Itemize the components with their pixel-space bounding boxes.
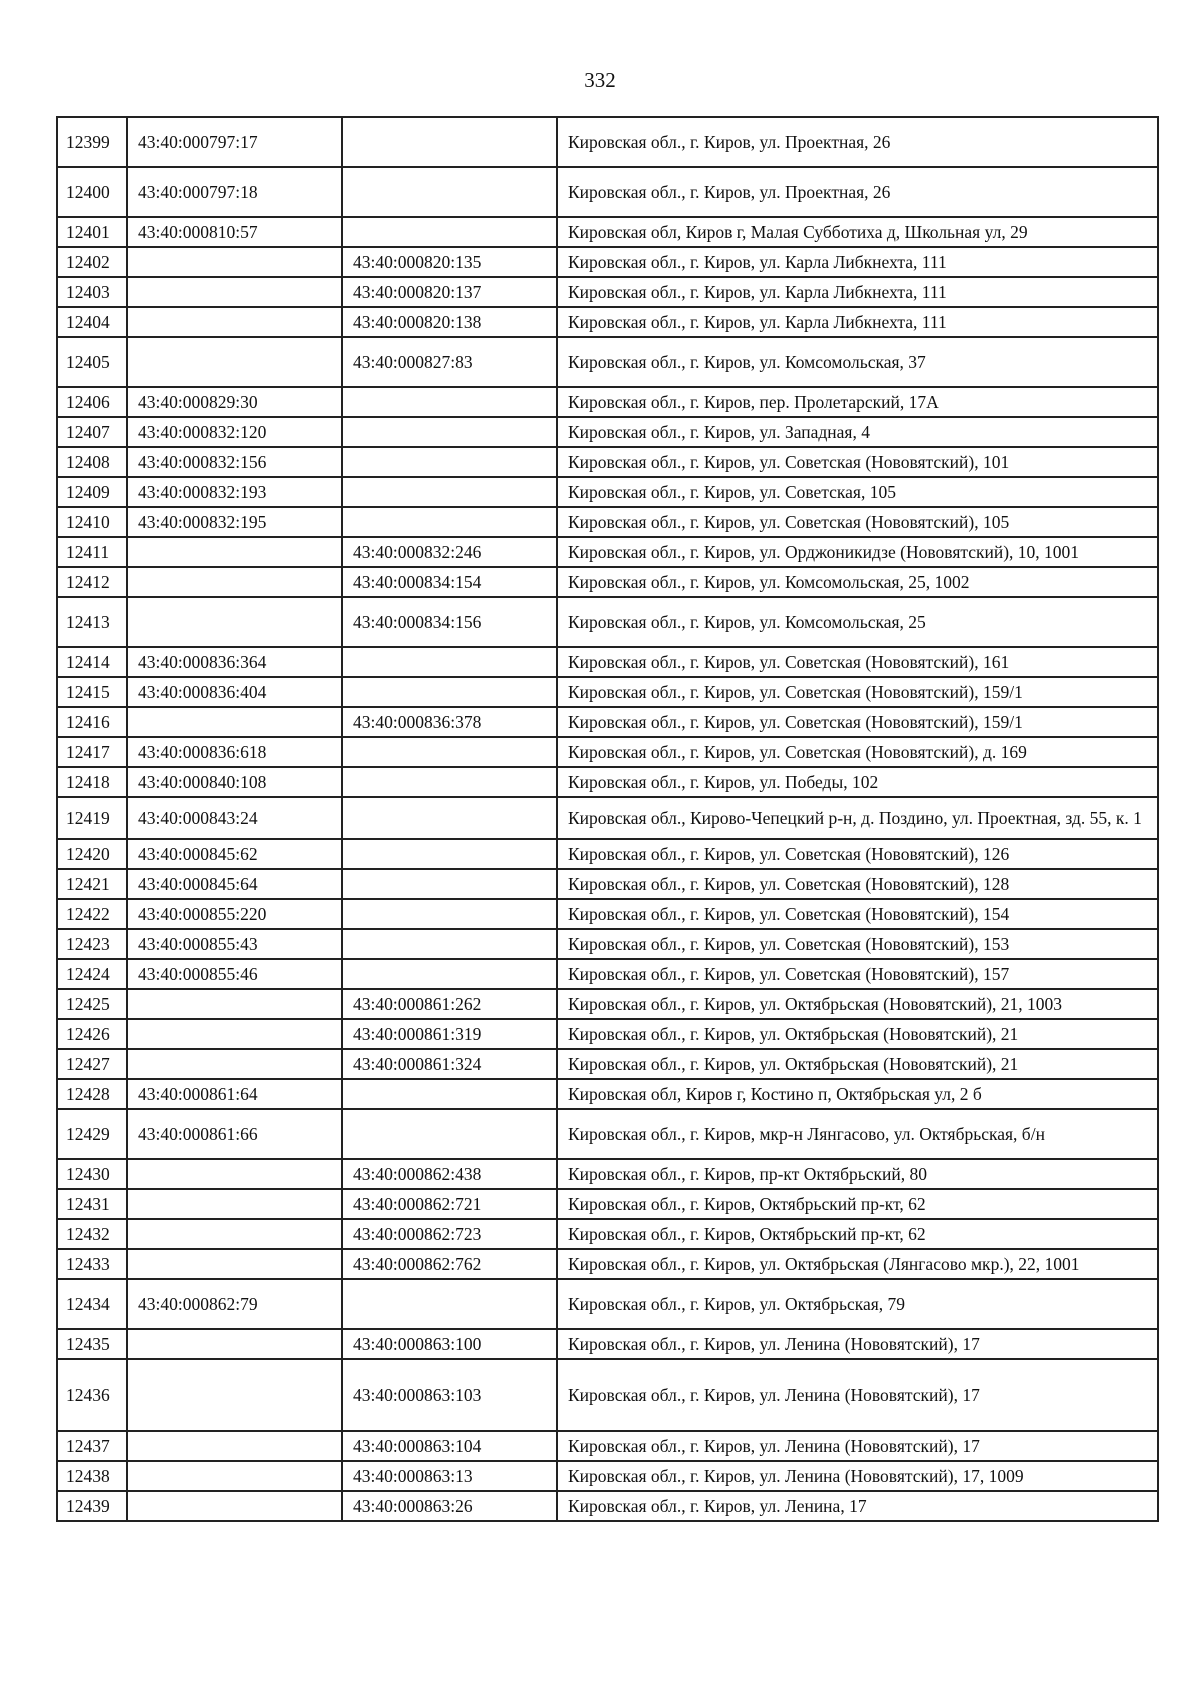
row-number-cell: 12434 xyxy=(57,1279,127,1329)
table-row xyxy=(57,477,1158,507)
table-row xyxy=(57,117,1158,167)
cadastral-number-cell xyxy=(127,247,342,277)
table-row xyxy=(57,247,1158,277)
building-cadastral-number-cell: 43:40:000863:26 xyxy=(342,1491,557,1521)
row-number-cell: 12418 xyxy=(57,767,127,797)
cadastral-number-cell: 43:40:000855:46 xyxy=(127,959,342,989)
address-cell: Кировская обл., г. Киров, пер. Пролетарский, 17А xyxy=(557,387,1158,417)
table-row xyxy=(57,989,1158,1019)
cadastral-number-cell: 43:40:000797:18 xyxy=(127,167,342,217)
row-number-cell: 12429 xyxy=(57,1109,127,1159)
address-cell: Кировская обл., г. Киров, Октябрьский пр-кт, 62 xyxy=(557,1219,1158,1249)
address-cell: Кировская обл., г. Киров, ул. Ленина (Нововятский), 17 xyxy=(557,1431,1158,1461)
building-cadastral-number-cell xyxy=(342,869,557,899)
address-cell: Кировская обл., г. Киров, ул. Карла Либкнехта, 111 xyxy=(557,277,1158,307)
row-number-cell: 12420 xyxy=(57,839,127,869)
building-cadastral-number-cell: 43:40:000861:324 xyxy=(342,1049,557,1079)
table-row xyxy=(57,387,1158,417)
address-cell: Кировская обл., г. Киров, Октябрьский пр-кт, 62 xyxy=(557,1189,1158,1219)
cadastral-number-cell xyxy=(127,337,342,387)
cadastral-number-cell: 43:40:000836:404 xyxy=(127,677,342,707)
building-cadastral-number-cell: 43:40:000834:154 xyxy=(342,567,557,597)
cadastral-number-cell xyxy=(127,1159,342,1189)
table-row xyxy=(57,1431,1158,1461)
cadastral-number-cell: 43:40:000845:64 xyxy=(127,869,342,899)
row-number-cell: 12401 xyxy=(57,217,127,247)
address-cell: Кировская обл., г. Киров, ул. Проектная, 26 xyxy=(557,167,1158,217)
cadastral-number-cell: 43:40:000832:193 xyxy=(127,477,342,507)
cadastral-number-cell: 43:40:000843:24 xyxy=(127,797,342,839)
table-row xyxy=(57,677,1158,707)
address-cell: Кировская обл., г. Киров, ул. Карла Либкнехта, 111 xyxy=(557,247,1158,277)
address-cell: Кировская обл., г. Киров, пр-кт Октябрьский, 80 xyxy=(557,1159,1158,1189)
address-cell: Кировская обл., г. Киров, ул. Орджоникидзе (Нововятский), 10, 1001 xyxy=(557,537,1158,567)
cadastral-number-cell: 43:40:000836:618 xyxy=(127,737,342,767)
address-cell: Кировская обл., г. Киров, ул. Западная, 4 xyxy=(557,417,1158,447)
address-cell: Кировская обл., г. Киров, мкр-н Лянгасово, ул. Октябрьская, б/н xyxy=(557,1109,1158,1159)
table-row xyxy=(57,1461,1158,1491)
building-cadastral-number-cell: 43:40:000832:246 xyxy=(342,537,557,567)
building-cadastral-number-cell xyxy=(342,117,557,167)
building-cadastral-number-cell: 43:40:000834:156 xyxy=(342,597,557,647)
building-cadastral-number-cell xyxy=(342,1109,557,1159)
building-cadastral-number-cell: 43:40:000820:135 xyxy=(342,247,557,277)
address-cell: Кировская обл, Киров г, Костино п, Октябрьская ул, 2 б xyxy=(557,1079,1158,1109)
row-number-cell: 12409 xyxy=(57,477,127,507)
address-cell: Кировская обл., г. Киров, ул. Октябрьская, 79 xyxy=(557,1279,1158,1329)
address-cell: Кировская обл., г. Киров, ул. Советская (Нововятский), 105 xyxy=(557,507,1158,537)
cadastral-number-cell xyxy=(127,567,342,597)
building-cadastral-number-cell: 43:40:000827:83 xyxy=(342,337,557,387)
building-cadastral-number-cell: 43:40:000862:438 xyxy=(342,1159,557,1189)
address-cell: Кировская обл., г. Киров, ул. Проектная, 26 xyxy=(557,117,1158,167)
table-row xyxy=(57,537,1158,567)
building-cadastral-number-cell: 43:40:000820:137 xyxy=(342,277,557,307)
table-row xyxy=(57,1329,1158,1359)
cadastral-number-cell xyxy=(127,537,342,567)
building-cadastral-number-cell xyxy=(342,1079,557,1109)
cadastral-number-cell xyxy=(127,307,342,337)
row-number-cell: 12431 xyxy=(57,1189,127,1219)
building-cadastral-number-cell xyxy=(342,839,557,869)
cadastral-number-cell: 43:40:000836:364 xyxy=(127,647,342,677)
table-row xyxy=(57,1159,1158,1189)
row-number-cell: 12436 xyxy=(57,1359,127,1431)
cadastral-number-cell: 43:40:000855:220 xyxy=(127,899,342,929)
table-row xyxy=(57,1079,1158,1109)
cadastral-number-cell: 43:40:000832:156 xyxy=(127,447,342,477)
building-cadastral-number-cell: 43:40:000863:104 xyxy=(342,1431,557,1461)
address-cell: Кировская обл., г. Киров, ул. Советская (Нововятский), 101 xyxy=(557,447,1158,477)
cadastral-number-cell xyxy=(127,277,342,307)
table-row xyxy=(57,507,1158,537)
cadastral-number-cell xyxy=(127,1249,342,1279)
building-cadastral-number-cell: 43:40:000862:721 xyxy=(342,1189,557,1219)
table-row xyxy=(57,737,1158,767)
address-cell: Кировская обл., г. Киров, ул. Комсомольская, 25, 1002 xyxy=(557,567,1158,597)
table-row xyxy=(57,899,1158,929)
building-cadastral-number-cell: 43:40:000862:762 xyxy=(342,1249,557,1279)
building-cadastral-number-cell: 43:40:000863:100 xyxy=(342,1329,557,1359)
row-number-cell: 12406 xyxy=(57,387,127,417)
table-row xyxy=(57,647,1158,677)
cadastral-number-cell: 43:40:000862:79 xyxy=(127,1279,342,1329)
row-number-cell: 12437 xyxy=(57,1431,127,1461)
table-row xyxy=(57,707,1158,737)
cadastral-number-cell xyxy=(127,989,342,1019)
address-cell: Кировская обл., г. Киров, ул. Ленина (Нововятский), 17 xyxy=(557,1359,1158,1431)
building-cadastral-number-cell xyxy=(342,447,557,477)
registry-table xyxy=(56,116,1159,1522)
address-cell: Кировская обл., г. Киров, ул. Карла Либкнехта, 111 xyxy=(557,307,1158,337)
building-cadastral-number-cell xyxy=(342,417,557,447)
building-cadastral-number-cell: 43:40:000863:103 xyxy=(342,1359,557,1431)
table-row xyxy=(57,1049,1158,1079)
building-cadastral-number-cell: 43:40:000861:319 xyxy=(342,1019,557,1049)
row-number-cell: 12425 xyxy=(57,989,127,1019)
address-cell: Кировская обл., г. Киров, ул. Октябрьская (Нововятский), 21, 1003 xyxy=(557,989,1158,1019)
building-cadastral-number-cell xyxy=(342,387,557,417)
cadastral-number-cell xyxy=(127,1329,342,1359)
table-row xyxy=(57,1019,1158,1049)
table-row xyxy=(57,447,1158,477)
table-row xyxy=(57,1491,1158,1521)
address-cell: Кировская обл., г. Киров, ул. Советская (Нововятский), 154 xyxy=(557,899,1158,929)
cadastral-number-cell: 43:40:000855:43 xyxy=(127,929,342,959)
table-row xyxy=(57,1109,1158,1159)
row-number-cell: 12404 xyxy=(57,307,127,337)
address-cell: Кировская обл., г. Киров, ул. Советская (Нововятский), 159/1 xyxy=(557,707,1158,737)
row-number-cell: 12399 xyxy=(57,117,127,167)
building-cadastral-number-cell xyxy=(342,1279,557,1329)
cadastral-number-cell xyxy=(127,1049,342,1079)
table-row xyxy=(57,277,1158,307)
row-number-cell: 12439 xyxy=(57,1491,127,1521)
row-number-cell: 12414 xyxy=(57,647,127,677)
cadastral-number-cell xyxy=(127,1431,342,1461)
row-number-cell: 12430 xyxy=(57,1159,127,1189)
row-number-cell: 12412 xyxy=(57,567,127,597)
table-row xyxy=(57,959,1158,989)
cadastral-number-cell: 43:40:000861:66 xyxy=(127,1109,342,1159)
cadastral-number-cell: 43:40:000840:108 xyxy=(127,767,342,797)
row-number-cell: 12435 xyxy=(57,1329,127,1359)
row-number-cell: 12438 xyxy=(57,1461,127,1491)
building-cadastral-number-cell xyxy=(342,737,557,767)
table-row xyxy=(57,417,1158,447)
table-row xyxy=(57,1189,1158,1219)
row-number-cell: 12417 xyxy=(57,737,127,767)
building-cadastral-number-cell xyxy=(342,767,557,797)
row-number-cell: 12433 xyxy=(57,1249,127,1279)
table-row xyxy=(57,167,1158,217)
address-cell: Кировская обл., г. Киров, ул. Советская (Нововятский), 126 xyxy=(557,839,1158,869)
cadastral-number-cell: 43:40:000829:30 xyxy=(127,387,342,417)
building-cadastral-number-cell: 43:40:000861:262 xyxy=(342,989,557,1019)
address-cell: Кировская обл., г. Киров, ул. Ленина (Нововятский), 17, 1009 xyxy=(557,1461,1158,1491)
row-number-cell: 12428 xyxy=(57,1079,127,1109)
address-cell: Кировская обл., г. Киров, ул. Октябрьская (Нововятский), 21 xyxy=(557,1049,1158,1079)
row-number-cell: 12405 xyxy=(57,337,127,387)
building-cadastral-number-cell xyxy=(342,929,557,959)
address-cell: Кировская обл., г. Киров, ул. Комсомольская, 37 xyxy=(557,337,1158,387)
address-cell: Кировская обл., г. Киров, ул. Советская (Нововятский), 153 xyxy=(557,929,1158,959)
cadastral-number-cell xyxy=(127,1359,342,1431)
table-row xyxy=(57,567,1158,597)
table-row xyxy=(57,597,1158,647)
building-cadastral-number-cell: 43:40:000820:138 xyxy=(342,307,557,337)
cadastral-number-cell xyxy=(127,1189,342,1219)
row-number-cell: 12432 xyxy=(57,1219,127,1249)
cadastral-number-cell: 43:40:000845:62 xyxy=(127,839,342,869)
table-row xyxy=(57,1279,1158,1329)
table-row xyxy=(57,869,1158,899)
row-number-cell: 12419 xyxy=(57,797,127,839)
address-cell: Кировская обл., Кирово-Чепецкий р-н, д. Поздино, ул. Проектная, зд. 55, к. 1 xyxy=(557,797,1158,839)
cadastral-number-cell xyxy=(127,1491,342,1521)
row-number-cell: 12403 xyxy=(57,277,127,307)
table-row xyxy=(57,337,1158,387)
table-row xyxy=(57,307,1158,337)
row-number-cell: 12423 xyxy=(57,929,127,959)
row-number-cell: 12407 xyxy=(57,417,127,447)
cadastral-number-cell xyxy=(127,1019,342,1049)
row-number-cell: 12411 xyxy=(57,537,127,567)
cadastral-number-cell xyxy=(127,1461,342,1491)
building-cadastral-number-cell xyxy=(342,217,557,247)
building-cadastral-number-cell xyxy=(342,797,557,839)
table-row xyxy=(57,797,1158,839)
building-cadastral-number-cell: 43:40:000836:378 xyxy=(342,707,557,737)
row-number-cell: 12416 xyxy=(57,707,127,737)
cadastral-number-cell xyxy=(127,707,342,737)
table-row xyxy=(57,839,1158,869)
address-cell: Кировская обл., г. Киров, ул. Советская (Нововятский), 157 xyxy=(557,959,1158,989)
table-row xyxy=(57,767,1158,797)
address-cell: Кировская обл., г. Киров, ул. Победы, 102 xyxy=(557,767,1158,797)
table-row xyxy=(57,1249,1158,1279)
building-cadastral-number-cell xyxy=(342,167,557,217)
cadastral-number-cell xyxy=(127,1219,342,1249)
row-number-cell: 12415 xyxy=(57,677,127,707)
row-number-cell: 12427 xyxy=(57,1049,127,1079)
building-cadastral-number-cell xyxy=(342,507,557,537)
address-cell: Кировская обл., г. Киров, ул. Ленина (Нововятский), 17 xyxy=(557,1329,1158,1359)
cadastral-number-cell: 43:40:000832:195 xyxy=(127,507,342,537)
address-cell: Кировская обл, Киров г, Малая Субботиха д, Школьная ул, 29 xyxy=(557,217,1158,247)
building-cadastral-number-cell xyxy=(342,677,557,707)
cadastral-number-cell: 43:40:000810:57 xyxy=(127,217,342,247)
row-number-cell: 12424 xyxy=(57,959,127,989)
building-cadastral-number-cell xyxy=(342,647,557,677)
address-cell: Кировская обл., г. Киров, ул. Советская, 105 xyxy=(557,477,1158,507)
row-number-cell: 12408 xyxy=(57,447,127,477)
cadastral-number-cell xyxy=(127,597,342,647)
address-cell: Кировская обл., г. Киров, ул. Советская (Нововятский), 128 xyxy=(557,869,1158,899)
table-row xyxy=(57,1359,1158,1431)
table-row xyxy=(57,929,1158,959)
address-cell: Кировская обл., г. Киров, ул. Октябрьская (Нововятский), 21 xyxy=(557,1019,1158,1049)
row-number-cell: 12400 xyxy=(57,167,127,217)
row-number-cell: 12402 xyxy=(57,247,127,277)
building-cadastral-number-cell xyxy=(342,899,557,929)
row-number-cell: 12426 xyxy=(57,1019,127,1049)
building-cadastral-number-cell: 43:40:000862:723 xyxy=(342,1219,557,1249)
building-cadastral-number-cell xyxy=(342,959,557,989)
address-cell: Кировская обл., г. Киров, ул. Октябрьская (Лянгасово мкр.), 22, 1001 xyxy=(557,1249,1158,1279)
row-number-cell: 12421 xyxy=(57,869,127,899)
table-row xyxy=(57,217,1158,247)
table-row xyxy=(57,1219,1158,1249)
address-cell: Кировская обл., г. Киров, ул. Комсомольская, 25 xyxy=(557,597,1158,647)
cadastral-number-cell: 43:40:000832:120 xyxy=(127,417,342,447)
row-number-cell: 12413 xyxy=(57,597,127,647)
row-number-cell: 12410 xyxy=(57,507,127,537)
building-cadastral-number-cell: 43:40:000863:13 xyxy=(342,1461,557,1491)
cadastral-number-cell: 43:40:000861:64 xyxy=(127,1079,342,1109)
address-cell: Кировская обл., г. Киров, ул. Советская (Нововятский), 159/1 xyxy=(557,677,1158,707)
cadastral-number-cell: 43:40:000797:17 xyxy=(127,117,342,167)
address-cell: Кировская обл., г. Киров, ул. Советская (Нововятский), д. 169 xyxy=(557,737,1158,767)
row-number-cell: 12422 xyxy=(57,899,127,929)
address-cell: Кировская обл., г. Киров, ул. Советская (Нововятский), 161 xyxy=(557,647,1158,677)
building-cadastral-number-cell xyxy=(342,477,557,507)
registry-body xyxy=(57,117,1158,1521)
address-cell: Кировская обл., г. Киров, ул. Ленина, 17 xyxy=(557,1491,1158,1521)
page-number: 332 xyxy=(584,68,616,92)
